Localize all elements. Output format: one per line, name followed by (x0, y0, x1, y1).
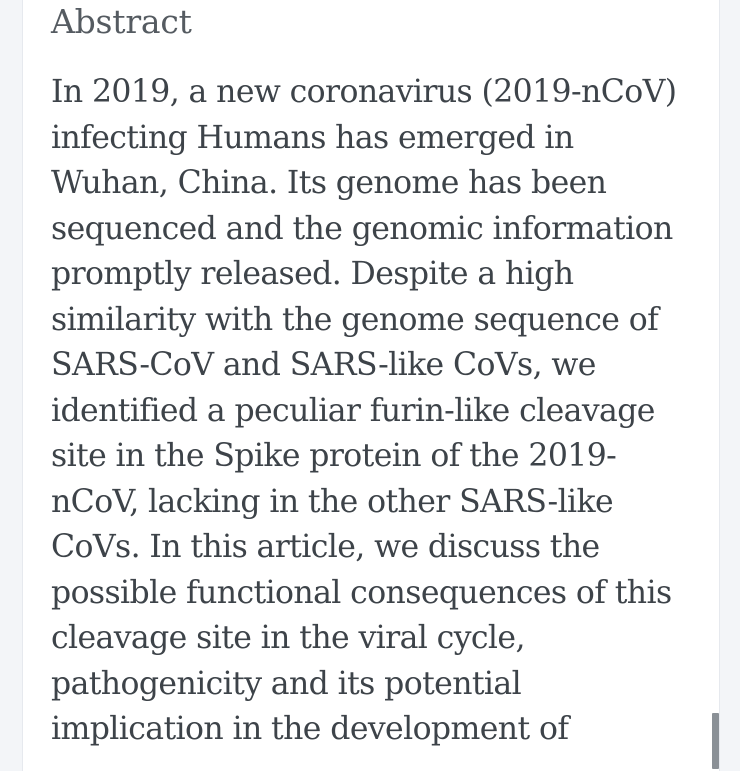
abstract-line: nCoV, lacking in the other SARS-like (51, 483, 614, 520)
abstract-line: SARS-CoV and SARS-like CoVs, we (51, 347, 596, 383)
abstract-line: site in the Spike protein of the 2019- (51, 438, 617, 474)
abstract-line: infecting Humans has emerged in (51, 119, 574, 156)
abstract-line: sequenced and the genomic information (51, 210, 673, 247)
abstract-line: cleavage site in the viral cycle, (51, 620, 525, 656)
abstract-line: identified a peculiar furin-like cleavage (51, 392, 655, 429)
abstract-line: Wuhan, China. Its genome has been (51, 165, 607, 201)
abstract-line: CoVs. In this article, we discuss the (51, 529, 600, 565)
abstract-line: implication in the development of (51, 711, 569, 747)
abstract-page (22, 0, 720, 771)
abstract-body (51, 70, 711, 753)
abstract-line: possible functional consequences of this (51, 574, 672, 611)
abstract-line: promptly released. Despite a high (51, 256, 574, 292)
abstract-line: pathogenicity and its potential (51, 665, 522, 702)
abstract-heading: Abstract (51, 2, 192, 41)
scrollbar-track[interactable] (720, 0, 740, 771)
scrollbar-thumb[interactable] (712, 713, 719, 769)
abstract-line: similarity with the genome sequence of (51, 301, 659, 338)
abstract-line: In 2019, a new coronavirus (2019-nCoV) (51, 74, 677, 110)
